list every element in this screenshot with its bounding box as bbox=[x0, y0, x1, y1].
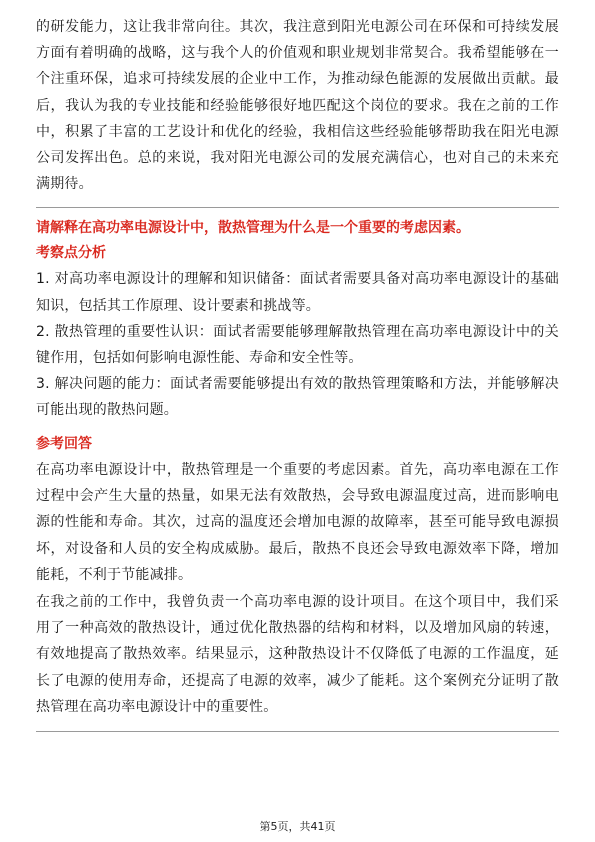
analysis-point-text: 1. 对高功率电源设计的理解和知识储备：面试者需要具备对高功率电源设计的基础知识，包括其工作原理、设计要素和挑战等。 bbox=[36, 271, 559, 314]
reference-title: 参考回答 bbox=[36, 435, 92, 452]
bottom-divider bbox=[36, 731, 559, 732]
analysis-points bbox=[36, 266, 559, 423]
reference-paragraph: 在我之前的工作中，我曾负责一个高功率电源的设计项目。在这个项目中，我们采用了一种高效的散热设计，通过优化散热器的结构和材料，以及增加风扇的转速，有效地提高了散热效率。结果显示，这种散热设计不仅降低了电源的工作温度，延长了电源的使用寿命，还提高了电源的效率，减少了能耗。这个案例充分证明了散热管理在高功率电源设计中的重要性。 bbox=[36, 593, 559, 716]
analysis-point-text: 3. 解决问题的能力：面试者需要能够提出有效的散热管理策略和方法，并能够解决可能出现的散热问题。 bbox=[36, 376, 559, 419]
analysis-title: 考察点分析 bbox=[36, 245, 106, 262]
analysis-point bbox=[36, 266, 559, 318]
reference-paragraph: 在高功率电源设计中，散热管理是一个重要的考虑因素。首先，高功率电源在工作过程中会产生大量的热量，如果无法有效散热，会导致电源温度过高，进而影响电源的性能和寿命。其次，过高的温度还会增加电源的故障率，甚至可能导致电源损坏，对设备和人员的安全构成威胁。最后，散热不良还会导致电源效率下降，增加能耗，不利于节能减排。 bbox=[36, 461, 559, 584]
analysis-point-text: 2. 散热管理的重要性认识：面试者需要能够理解散热管理在高功率电源设计中的关键作用，包括如何影响电源性能、寿命和安全性等。 bbox=[36, 323, 559, 367]
analysis-point bbox=[36, 371, 559, 423]
section-divider bbox=[36, 207, 559, 208]
page-number: 第5页，共41页 bbox=[259, 820, 336, 833]
analysis-point bbox=[36, 319, 559, 371]
reference-answer bbox=[36, 457, 559, 721]
document-page bbox=[36, 14, 559, 740]
intro-paragraph: 的研发能力，这让我非常向往。其次，我注意到阳光电源公司在环保和可持续发展方面有着明确的战略，这与我个人的价值观和职业规划非常契合。我希望能够在一个注重环保，追求可持续发展的企业中工作，为推动绿色能源的发展做出贡献。最后，我认为我的专业技能和经验能够很好地匹配这个岗位的要求。我在之前的工作中，积累了丰富的工艺设计和优化的经验，我相信这些经验能够帮助我在阳光电源公司发挥出色。总的来说，我对阳光电源公司的发展充满信心，也对自己的未来充满期待。 bbox=[36, 19, 559, 193]
question-heading: 请解释在高功率电源设计中，散热管理为什么是一个重要的考虑因素。 bbox=[36, 220, 470, 237]
